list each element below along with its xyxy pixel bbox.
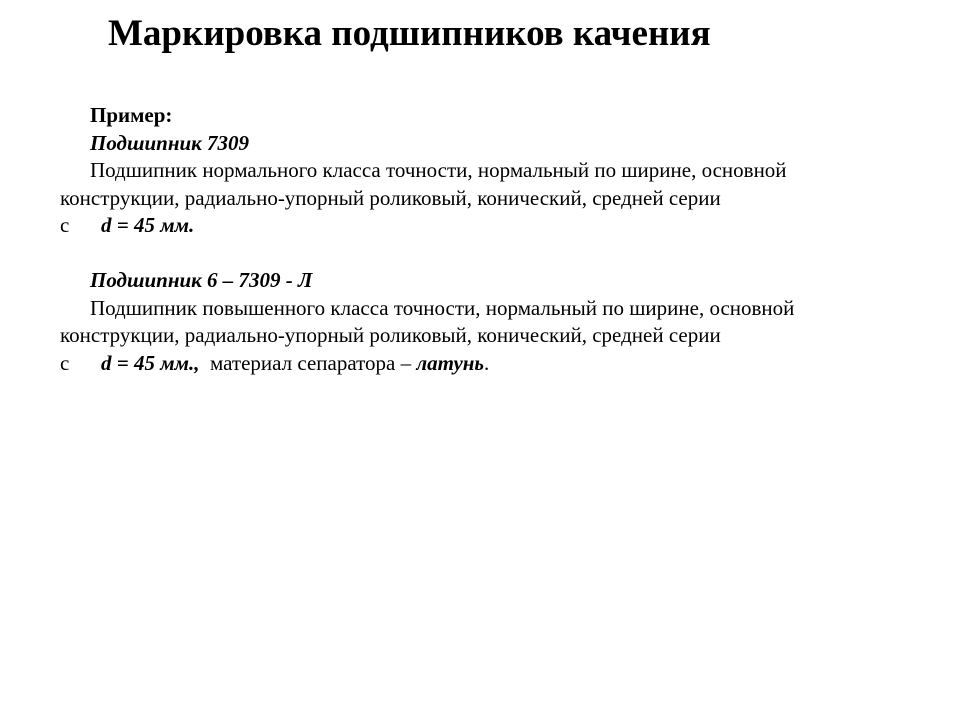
example2-heading: Подшипник 6 – 7309 - Л: [90, 268, 313, 292]
example2-dimension: d = 45 мм.,: [101, 350, 200, 375]
example2-material: латунь: [416, 350, 485, 375]
slide-title: Маркировка подшипников качения: [108, 13, 711, 54]
example1-line1: Подшипник нормального класса точности, нормальный по ширине, основной: [90, 158, 787, 182]
example2-prefix: с: [60, 350, 70, 375]
example-label: Пример:: [90, 103, 173, 127]
example2-line1: Подшипник повышенного класса точности, нормальный по ширине, основной: [90, 295, 795, 320]
example1-dimension: d = 45 мм.: [101, 213, 195, 237]
example1-line2: конструкции, радиально-упорный роликовый, конический, средней серии: [60, 185, 721, 210]
example1-prefix: с: [60, 213, 70, 237]
example2-line2: конструкции, радиально-упорный роликовый, конический, средней серии: [60, 323, 721, 347]
paragraph-gap: [60, 240, 920, 268]
example1-heading: Подшипник 7309: [90, 130, 250, 155]
example2-end: .: [484, 350, 490, 375]
slide-body: [60, 102, 920, 377]
example2-material-text: материал сепаратора –: [199, 350, 417, 375]
example1-dimension-line: [60, 212, 920, 240]
example2-dimension-line: [60, 350, 920, 378]
